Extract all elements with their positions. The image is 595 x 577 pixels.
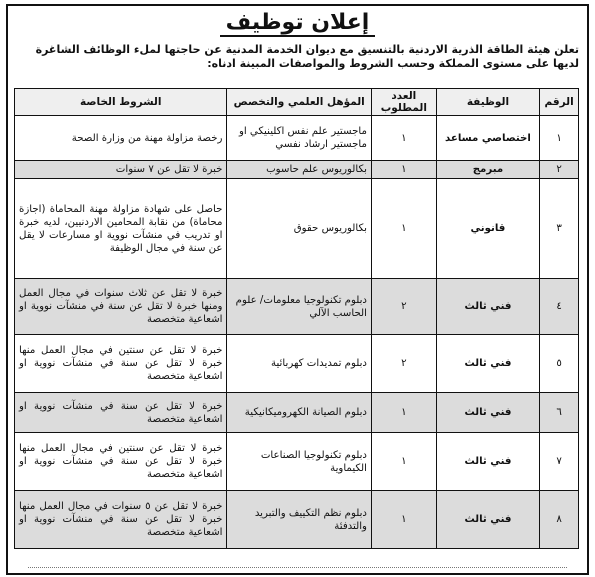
row-conditions: رخصة مزاولة مهنة من وزارة الصحة xyxy=(15,116,227,161)
table-row xyxy=(15,179,579,279)
row-job: مبرمج xyxy=(436,161,540,179)
row-job: فني ثالث xyxy=(436,491,540,549)
row-qualification: دبلوم نظم التكييف والتبريد والتدفئة xyxy=(227,491,372,549)
row-conditions: خبرة لا تقل عن ٥ سنوات في مجال العمل منها خبرة لا تقل عن سنة في منشآت نووية او اشعاعية متخصصة xyxy=(15,491,227,549)
row-qualification: دبلوم الصيانة الكهروميكانيكية xyxy=(227,393,372,433)
row-num: ٢ xyxy=(540,161,579,179)
table-row xyxy=(15,279,579,335)
ad-intro-text: تعلن هيئة الطاقة الذرية الاردنية بالتنسيق مع ديوان الخدمة المدنية عن حاجتها لملء الوظائف الشاغرة لديها على مستوى المملكة وحسب الشروط والمواصفات المبينة ادناه: xyxy=(35,43,579,70)
row-count: ٢ xyxy=(371,335,436,393)
row-count: ١ xyxy=(371,393,436,433)
row-qualification: ماجستير علم نفس اكلينيكي او ماجستير ارشاد نفسي xyxy=(227,116,372,161)
row-job: قانوني xyxy=(436,179,540,279)
row-num: ٥ xyxy=(540,335,579,393)
header-qualification: المؤهل العلمي والتخصص xyxy=(227,89,372,116)
ad-title: إعلان توظيف xyxy=(8,10,587,35)
row-count: ١ xyxy=(371,433,436,491)
table-row xyxy=(15,393,579,433)
row-conditions: حاصل على شهادة مزاولة مهنة المحاماة (اجازة محاماة) من نقابة المحامين الاردنيين، لديه خبرة او تدريب في منشآت نووية او مسارعات لا يقل عن سنة في مجال الوظيفة xyxy=(15,179,227,279)
row-num: ٨ xyxy=(540,491,579,549)
row-qualification: دبلوم تكنولوجيا الصناعات الكيماوية xyxy=(227,433,372,491)
row-job: فني ثالث xyxy=(436,335,540,393)
row-qualification: بكالوريوس علم حاسوب xyxy=(227,161,372,179)
row-qualification: دبلوم تكنولوجيا معلومات/ علوم الحاسب الآلي xyxy=(227,279,372,335)
table-row xyxy=(15,116,579,161)
row-job: فني ثالث xyxy=(436,279,540,335)
row-job: فني ثالث xyxy=(436,393,540,433)
row-job: اختصاصي مساعد xyxy=(436,116,540,161)
table-row xyxy=(15,161,579,179)
row-conditions: خبرة لا تقل عن ثلاث سنوات في مجال العمل ومنها خبرة لا تقل عن سنة في منشآت نووية او اشعاعية متخصصة xyxy=(15,279,227,335)
row-count: ١ xyxy=(371,491,436,549)
table-row xyxy=(15,491,579,549)
footer-divider xyxy=(28,567,567,573)
header-num: الرقم xyxy=(540,89,579,116)
vacancies-table xyxy=(14,88,579,549)
header-count: العدد المطلوب xyxy=(371,89,436,116)
header-job: الوظيفة xyxy=(436,89,540,116)
row-conditions: خبرة لا تقل عن ٧ سنوات xyxy=(15,161,227,179)
job-advertisement xyxy=(6,4,589,575)
row-num: ٣ xyxy=(540,179,579,279)
row-num: ٤ xyxy=(540,279,579,335)
header-conditions: الشروط الخاصة xyxy=(15,89,227,116)
row-job: فني ثالث xyxy=(436,433,540,491)
row-conditions: خبرة لا تقل عن سنتين في مجال العمل منها خبرة لا تقل عن سنة في منشآت نووية او اشعاعية متخصصة xyxy=(15,335,227,393)
row-count: ١ xyxy=(371,179,436,279)
row-conditions: خبرة لا تقل عن سنتين في مجال العمل منها خبرة لا تقل عن سنة في منشآت نووية او اشعاعية متخصصة xyxy=(15,433,227,491)
table-row xyxy=(15,433,579,491)
row-conditions: خبرة لا تقل عن سنة في منشآت نووية او اشعاعية متخصصة xyxy=(15,393,227,433)
row-qualification: دبلوم تمديدات كهربائية xyxy=(227,335,372,393)
table-header-row xyxy=(15,89,579,116)
row-count: ٢ xyxy=(371,279,436,335)
row-count: ١ xyxy=(371,116,436,161)
row-qualification: بكالوريوس حقوق xyxy=(227,179,372,279)
table-row xyxy=(15,335,579,393)
row-count: ١ xyxy=(371,161,436,179)
row-num: ٧ xyxy=(540,433,579,491)
row-num: ١ xyxy=(540,116,579,161)
row-num: ٦ xyxy=(540,393,579,433)
